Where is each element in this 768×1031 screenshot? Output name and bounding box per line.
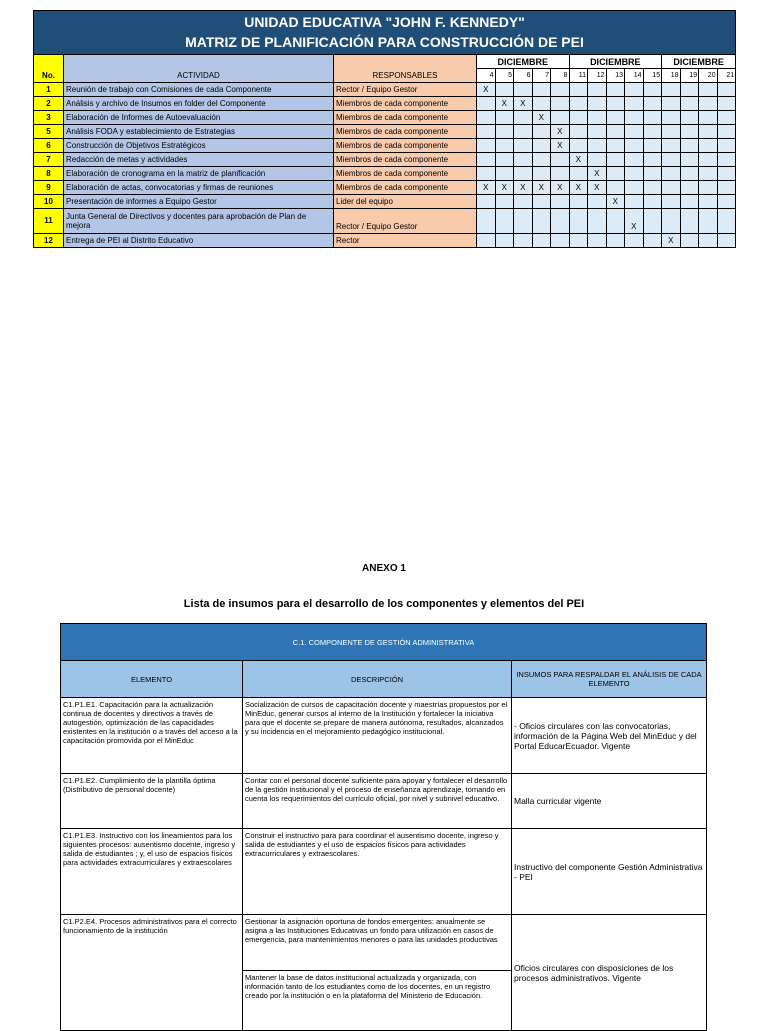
component-header-row (61, 624, 707, 661)
schedule-cell (662, 111, 681, 125)
schedule-cell (625, 181, 644, 195)
schedule-cell (606, 209, 625, 234)
schedule-cell (514, 83, 533, 97)
schedule-cell (717, 234, 736, 248)
table-row (61, 915, 707, 971)
schedule-cell (588, 153, 607, 167)
activity-cell: Entrega de PEI al Distrito Educativo (64, 234, 334, 248)
schedule-cell (606, 111, 625, 125)
table-row (34, 153, 736, 167)
row-number: 9 (34, 181, 64, 195)
schedule-cell: X (514, 97, 533, 111)
schedule-cell: X (477, 181, 496, 195)
day-header: 21 (717, 69, 736, 83)
schedule-cell (699, 195, 718, 209)
annex-subtitle: Lista de insumos para el desarrollo de los componentes y elementos del PEI (183, 598, 585, 610)
annex-title: ANEXO 1 (362, 563, 406, 574)
month-header: DICIEMBRE (662, 55, 736, 69)
activity-cell: Elaboración de cronograma en la matriz de planificación (64, 167, 334, 181)
planning-matrix (33, 10, 736, 248)
schedule-cell (699, 111, 718, 125)
schedule-cell (699, 125, 718, 139)
schedule-cell (569, 125, 588, 139)
school-name: UNIDAD EDUCATIVA "JOHN F. KENNEDY" (244, 14, 525, 30)
schedule-cell (514, 195, 533, 209)
schedule-cell (699, 97, 718, 111)
description-cell: Socialización de cursos de capacitación docente y maestrías propuestos por el MinEduc, generar cursos al interno de la Institución y fortalecer la iniciativa para que el docente se prepare de manera autónoma, resultados, alcanzados y su incidencia en el mejoramiento pedagógico institucional. (243, 698, 512, 774)
inputs-cell: Oficios circulares con disposiciones de los procesos administrativos. Vigente (512, 915, 707, 1031)
inputs-cell: Malla curricular vigente (512, 774, 707, 829)
table-row (34, 181, 736, 195)
schedule-cell (680, 234, 699, 248)
table-row (34, 111, 736, 125)
row-number: 11 (34, 209, 64, 234)
schedule-cell (532, 167, 551, 181)
schedule-cell (514, 139, 533, 153)
row-number: 3 (34, 111, 64, 125)
schedule-cell (643, 97, 662, 111)
table-row (61, 829, 707, 915)
activity-cell: Redacción de metas y actividades (64, 153, 334, 167)
schedule-cell (495, 139, 514, 153)
schedule-cell (662, 125, 681, 139)
inputs-cell: - Oficios circulares con las convocatorias, información de la Página Web del MinEduc y del Portal EducarEcuador. Vigente (512, 698, 707, 774)
day-header: 7 (532, 69, 551, 83)
schedule-cell (625, 153, 644, 167)
schedule-cell (514, 167, 533, 181)
schedule-cell (514, 125, 533, 139)
schedule-cell: X (588, 181, 607, 195)
schedule-cell (717, 153, 736, 167)
description-cell: Construir el instructivo para para coordinar el ausentismo docente, ingreso y salida de estudiantes y el uso de espacios físicos para actividades extracurriculares y extraescolares. (243, 829, 512, 915)
schedule-cell (532, 209, 551, 234)
inputs-cell: Instructivo del componente Gestión Administrativa - PEI (512, 829, 707, 915)
schedule-cell (495, 234, 514, 248)
schedule-cell (662, 195, 681, 209)
element-cell: C1.P2.E4. Procesos administrativos para el correcto funcionamiento de la institución (61, 915, 243, 1031)
schedule-cell (643, 83, 662, 97)
responsible-cell: Miembros de cada componente (334, 153, 477, 167)
schedule-cell: X (495, 97, 514, 111)
schedule-cell (625, 97, 644, 111)
element-cell: C1.P1.E3. Instructivo con los lineamientos para los siguientes procesos: ausentismo docente, ingreso y salida de estudiantes ; y, el uso de espacios físicos para actividades extracurriculares y extraescolares (61, 829, 243, 915)
activity-cell: Reunión de trabajo con Comisiones de cada Componente (64, 83, 334, 97)
schedule-cell (495, 111, 514, 125)
schedule-cell (477, 111, 496, 125)
schedule-cell: X (514, 181, 533, 195)
day-header: 15 (643, 69, 662, 83)
table-row (34, 167, 736, 181)
day-header: 18 (662, 69, 681, 83)
col-no-header: No. (34, 55, 64, 83)
inputs-table-wrapper (60, 623, 706, 1031)
responsible-cell: Miembros de cada componente (334, 139, 477, 153)
schedule-cell (680, 153, 699, 167)
schedule-cell (551, 83, 570, 97)
responsible-cell: Miembros de cada componente (334, 125, 477, 139)
schedule-cell (717, 167, 736, 181)
schedule-cell (625, 83, 644, 97)
inputs-table (60, 623, 707, 1031)
schedule-cell (680, 97, 699, 111)
schedule-cell (625, 139, 644, 153)
schedule-cell (606, 139, 625, 153)
schedule-cell (569, 209, 588, 234)
schedule-cell (699, 209, 718, 234)
day-header: 13 (606, 69, 625, 83)
schedule-cell (606, 125, 625, 139)
schedule-cell (588, 125, 607, 139)
schedule-cell (514, 153, 533, 167)
row-number: 1 (34, 83, 64, 97)
schedule-cell (588, 139, 607, 153)
col-element-header: ELEMENTO (61, 661, 243, 698)
schedule-cell (625, 111, 644, 125)
day-header: 14 (625, 69, 644, 83)
schedule-cell (551, 195, 570, 209)
schedule-cell: X (569, 153, 588, 167)
schedule-cell (625, 125, 644, 139)
month-header: DICIEMBRE (569, 55, 662, 69)
schedule-cell: X (625, 209, 644, 234)
schedule-cell (551, 97, 570, 111)
schedule-cell: X (532, 111, 551, 125)
table-row (34, 125, 736, 139)
row-number: 10 (34, 195, 64, 209)
schedule-cell (588, 209, 607, 234)
schedule-cell: X (532, 181, 551, 195)
schedule-cell (643, 139, 662, 153)
schedule-cell (495, 125, 514, 139)
month-header-row (34, 55, 736, 69)
schedule-cell (588, 83, 607, 97)
description-cell: Gestionar la asignación oportuna de fondos emergentes: anualmente se asigna a las Instituciones Educativas un fondo para utilización en casos de emergencia, para mantenimientos menores o para las unidades productivas (243, 915, 512, 971)
schedule-cell (643, 181, 662, 195)
table-row (61, 698, 707, 774)
schedule-cell: X (606, 195, 625, 209)
activity-cell: Elaboración de Informes de Autoevaluación (64, 111, 334, 125)
schedule-cell (717, 97, 736, 111)
row-number: 12 (34, 234, 64, 248)
schedule-cell (514, 209, 533, 234)
row-number: 2 (34, 97, 64, 111)
activity-cell: Elaboración de actas, convocatorias y firmas de reuniones (64, 181, 334, 195)
schedule-cell (680, 83, 699, 97)
responsible-cell: Lider del equipo (334, 195, 477, 209)
schedule-cell (643, 111, 662, 125)
schedule-cell (532, 195, 551, 209)
schedule-cell (699, 167, 718, 181)
schedule-cell (588, 111, 607, 125)
row-number: 8 (34, 167, 64, 181)
schedule-cell (477, 167, 496, 181)
schedule-cell (625, 234, 644, 248)
schedule-cell (477, 139, 496, 153)
schedule-cell (551, 234, 570, 248)
schedule-cell (643, 234, 662, 248)
schedule-cell (699, 83, 718, 97)
table-row (34, 234, 736, 248)
schedule-cell (551, 153, 570, 167)
schedule-cell (680, 209, 699, 234)
activity-cell: Junta General de Directivos y docentes para aprobación de Plan de mejora (64, 209, 334, 234)
schedule-cell (717, 181, 736, 195)
table-row (34, 209, 736, 234)
schedule-cell (699, 181, 718, 195)
schedule-cell (662, 167, 681, 181)
responsible-cell: Miembros de cada componente (334, 167, 477, 181)
schedule-cell (717, 83, 736, 97)
col-inputs-header: INSUMOS PARA RESPALDAR EL ANÁLISIS DE CADA ELEMENTO (512, 661, 707, 698)
schedule-cell (532, 125, 551, 139)
schedule-cell (532, 234, 551, 248)
schedule-cell (606, 167, 625, 181)
day-header: 11 (569, 69, 588, 83)
schedule-cell: X (477, 83, 496, 97)
schedule-cell (606, 97, 625, 111)
schedule-cell (477, 97, 496, 111)
schedule-cell (588, 97, 607, 111)
col-activity-header: ACTIVIDAD (64, 55, 334, 83)
planning-table (33, 54, 736, 248)
schedule-cell (680, 181, 699, 195)
table-row (61, 774, 707, 829)
schedule-cell (514, 234, 533, 248)
matrix-title-block (33, 10, 736, 54)
table-row (34, 83, 736, 97)
schedule-cell (662, 153, 681, 167)
schedule-cell (551, 111, 570, 125)
activity-cell: Análisis FODA y establecimiento de Estrategias (64, 125, 334, 139)
schedule-cell (495, 209, 514, 234)
row-number: 6 (34, 139, 64, 153)
schedule-cell (532, 153, 551, 167)
schedule-cell (680, 111, 699, 125)
schedule-cell (717, 111, 736, 125)
schedule-cell (680, 167, 699, 181)
responsible-cell: Rector / Equipo Gestor (334, 83, 477, 97)
table-row (34, 97, 736, 111)
schedule-cell (662, 83, 681, 97)
element-cell: C1.P1.E1. Capacitación para la actualización continua de docentes y directivos a través de autogestión, optimización de las capacidades existentes en la institución o a través del acceso a la capacitación promovida por el MinEduc (61, 698, 243, 774)
schedule-cell (569, 111, 588, 125)
schedule-cell (532, 97, 551, 111)
schedule-cell: X (662, 234, 681, 248)
schedule-cell (643, 125, 662, 139)
schedule-cell (588, 195, 607, 209)
schedule-cell: X (569, 181, 588, 195)
schedule-cell: X (495, 181, 514, 195)
schedule-cell (495, 167, 514, 181)
responsible-cell: Miembros de cada componente (334, 181, 477, 195)
component-header: C.1. COMPONENTE DE GESTIÓN ADMINISTRATIVA (61, 624, 707, 661)
schedule-cell (680, 139, 699, 153)
day-header: 20 (699, 69, 718, 83)
row-number: 7 (34, 153, 64, 167)
schedule-cell (717, 209, 736, 234)
schedule-cell (625, 167, 644, 181)
element-cell: C1.P1.E2. Cumplimiento de la plantilla óptima (Distributivo de personal docente) (61, 774, 243, 829)
schedule-cell (569, 167, 588, 181)
schedule-cell (551, 167, 570, 181)
day-header: 8 (551, 69, 570, 83)
schedule-cell (662, 209, 681, 234)
schedule-cell (662, 97, 681, 111)
responsible-cell: Rector (334, 234, 477, 248)
schedule-cell (699, 153, 718, 167)
schedule-cell (680, 125, 699, 139)
col-responsible-header: RESPONSABLES (334, 55, 477, 83)
schedule-cell (643, 195, 662, 209)
row-number: 5 (34, 125, 64, 139)
schedule-cell (588, 234, 607, 248)
schedule-cell: X (551, 139, 570, 153)
table-row (34, 139, 736, 153)
description-cell: Mantener la base de datos institucional actualizada y organizada, con información tanto de los estudiantes como de los docentes, en un registro creado por la institución o en la plataforma del Ministerio de Educación. (243, 971, 512, 1031)
day-header: 4 (477, 69, 496, 83)
schedule-cell (625, 195, 644, 209)
schedule-cell (699, 234, 718, 248)
schedule-cell: X (551, 125, 570, 139)
schedule-cell (477, 195, 496, 209)
schedule-cell (717, 139, 736, 153)
schedule-cell (643, 153, 662, 167)
day-header: 5 (495, 69, 514, 83)
month-header: DICIEMBRE (477, 55, 570, 69)
description-cell: Contar con el personal docente suficiente para apoyar y fortalecer el desarrollo de la gestión institucional y el proceso de enseñanza aprendizaje, tomando en cuenta los requerimientos del currículo oficial, por nivel y subnivel educativo. (243, 774, 512, 829)
responsible-cell: Rector / Equipo Gestor (334, 209, 477, 234)
schedule-cell (495, 153, 514, 167)
schedule-cell (569, 139, 588, 153)
schedule-cell (717, 195, 736, 209)
schedule-cell (606, 234, 625, 248)
schedule-cell (495, 195, 514, 209)
schedule-cell (477, 153, 496, 167)
schedule-cell (680, 195, 699, 209)
day-header: 19 (680, 69, 699, 83)
schedule-cell (495, 83, 514, 97)
schedule-cell (643, 209, 662, 234)
schedule-cell (606, 153, 625, 167)
day-header: 12 (588, 69, 607, 83)
schedule-cell (662, 139, 681, 153)
table-row (34, 195, 736, 209)
activity-cell: Análisis y archivo de Insumos en folder del Componente (64, 97, 334, 111)
schedule-cell (569, 234, 588, 248)
schedule-cell (643, 167, 662, 181)
schedule-cell (662, 181, 681, 195)
activity-cell: Construcción de Objetivos Estratégicos (64, 139, 334, 153)
schedule-cell (514, 111, 533, 125)
schedule-cell (699, 139, 718, 153)
column-header-row (61, 661, 707, 698)
schedule-cell (551, 209, 570, 234)
schedule-cell (532, 83, 551, 97)
matrix-title: MATRIZ DE PLANIFICACIÓN PARA CONSTRUCCIÓN DE PEI (185, 34, 584, 50)
schedule-cell (532, 139, 551, 153)
schedule-cell: X (551, 181, 570, 195)
schedule-cell: X (588, 167, 607, 181)
schedule-cell (569, 97, 588, 111)
col-description-header: DESCRIPCIÓN (243, 661, 512, 698)
schedule-cell (606, 181, 625, 195)
schedule-cell (606, 83, 625, 97)
activity-cell: Presentación de informes a Equipo Gestor (64, 195, 334, 209)
day-header: 6 (514, 69, 533, 83)
schedule-cell (477, 234, 496, 248)
responsible-cell: Miembros de cada componente (334, 97, 477, 111)
responsible-cell: Miembros de cada componente (334, 111, 477, 125)
schedule-cell (717, 125, 736, 139)
schedule-cell (569, 195, 588, 209)
schedule-cell (477, 209, 496, 234)
schedule-cell (569, 83, 588, 97)
schedule-cell (477, 125, 496, 139)
